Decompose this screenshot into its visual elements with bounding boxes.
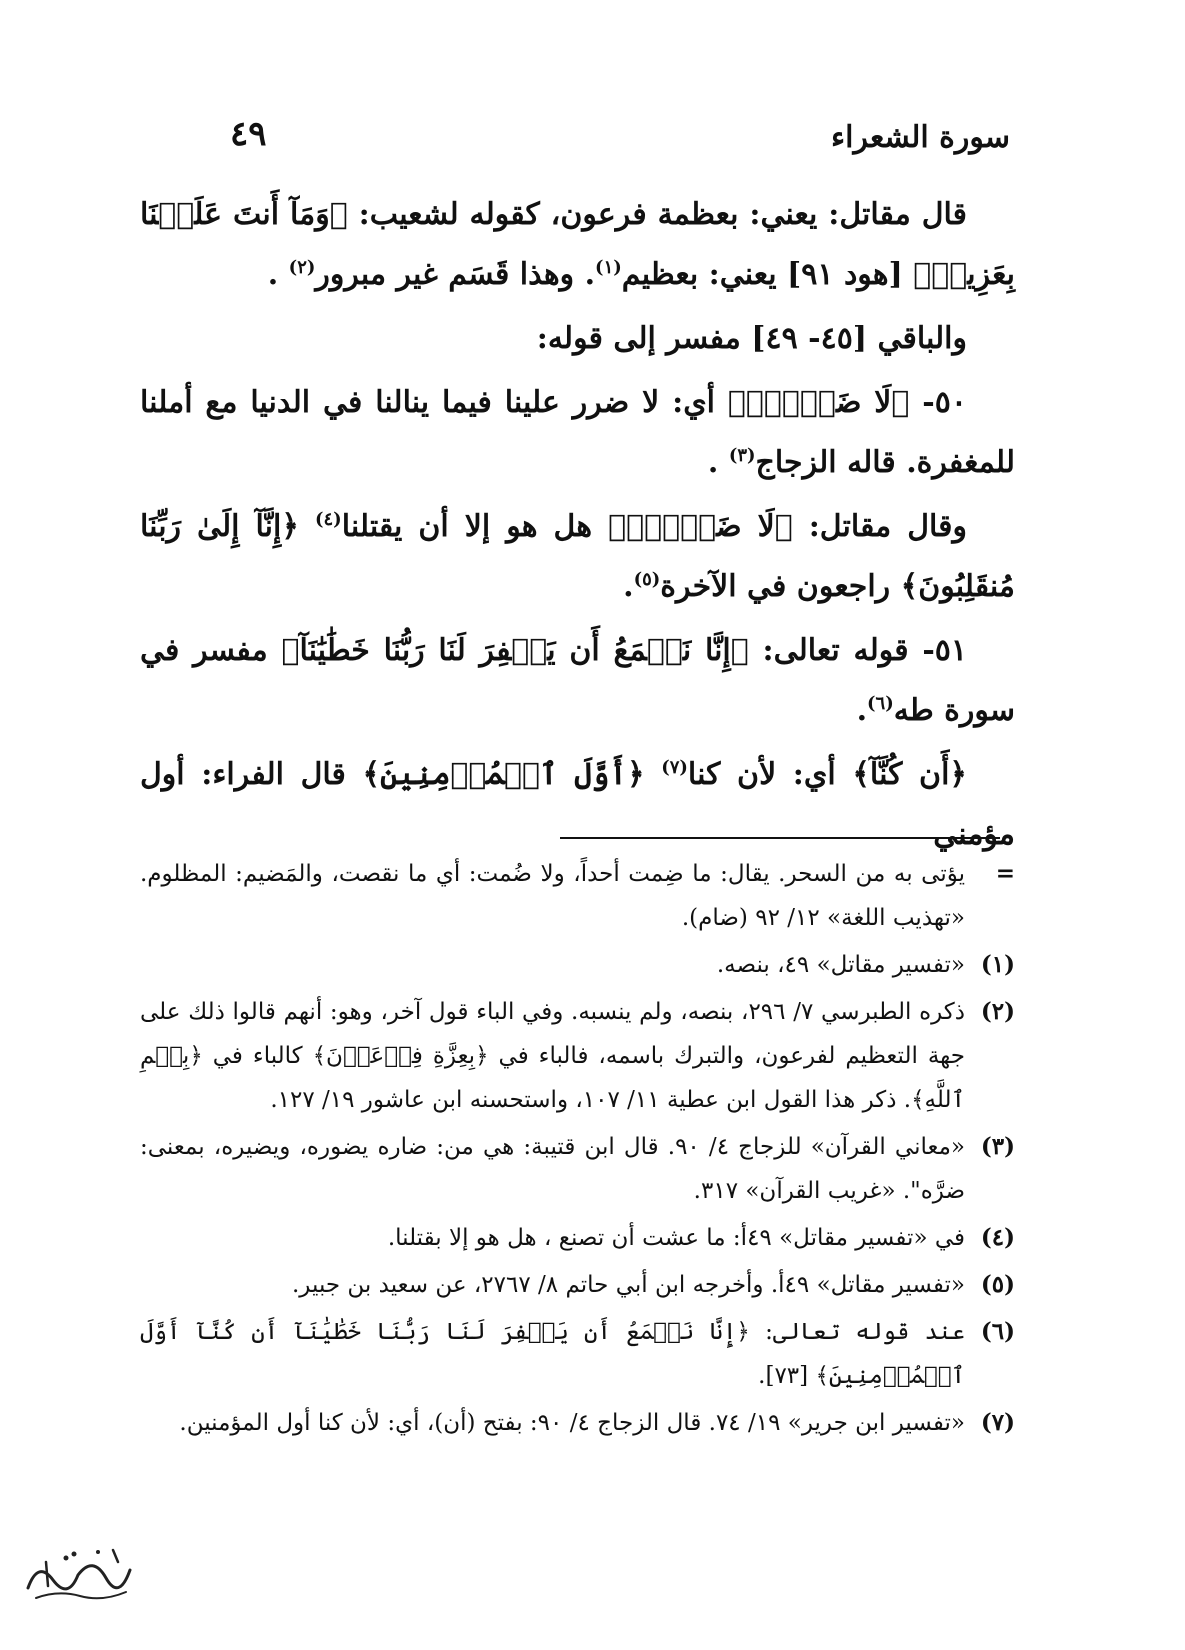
paragraph-6	[140, 745, 1015, 865]
footnote-7	[140, 1401, 1015, 1445]
text-run: أي: لأن كنا	[687, 757, 853, 792]
text-run: وقال مقاتل:	[792, 509, 968, 544]
footnote-2	[140, 990, 1015, 1122]
text-run: .	[623, 569, 634, 604]
quran-quote: ﴿لَا ضَيۡرَۖ﴾	[608, 509, 793, 544]
footnote-text: «تفسير ابن جرير» ١٩/ ٧٤. قال الزجاج ٤/ ٩٠: بفتح (أن)، أي: لأن كنا أول المؤمنين.	[179, 1410, 965, 1436]
surah-title: سورة الشعراء	[831, 120, 1010, 155]
footnote-ref[interactable]: (٥)	[633, 569, 661, 590]
text-run	[299, 509, 315, 544]
paragraph-5	[140, 621, 1015, 741]
footnote-number: (٢)	[980, 998, 1015, 1025]
paragraph-2	[140, 309, 1015, 369]
footnote-number: =	[995, 860, 1015, 887]
footnote-number: (٤)	[980, 1224, 1015, 1251]
paragraph-4	[140, 497, 1015, 617]
footnote-number: (٣)	[980, 1133, 1015, 1160]
footnote-text: في «تفسير مقاتل» ٤٩أ: ما عشت أن تصنع ، هل هو إلا بقتلنا.	[387, 1225, 965, 1251]
footnotes	[140, 852, 1015, 1448]
text-run: راجعون في الآخرة	[660, 569, 901, 604]
quran-quote: ﴿لَا ضَيۡرَۖ﴾	[727, 385, 910, 420]
text-run	[645, 757, 662, 792]
footnote-number: (٥)	[980, 1271, 1015, 1298]
footnote-ref[interactable]: (٢)	[288, 257, 316, 278]
paragraph-1	[140, 185, 1015, 305]
quran-quote: ﴿إِنَّآ إِلَىٰ رَبِّنَا مُنقَلِبُونَ﴾	[140, 509, 1015, 604]
footnote-1	[140, 943, 1015, 987]
verse-number: ٥٠-	[909, 385, 967, 420]
text-run: قال مقاتل: يعني: بعظمة فرعون، كقوله لشعيب:	[347, 197, 967, 232]
footnote-4	[140, 1216, 1015, 1260]
footnote-number: (١)	[980, 951, 1015, 978]
text-run: قال الفراء: أول مؤمني	[140, 757, 1015, 852]
text-run: أي: لا ضرر علينا فيما ينالنا في الدنيا مع أملنا للمغفرة. قاله الزجاج	[140, 385, 1015, 480]
quran-quote: ﴿أَوَّلَ ٱلۡمُؤۡمِنِينَ﴾	[362, 757, 645, 792]
footnote-ref[interactable]: (٤)	[314, 509, 342, 530]
running-header	[150, 114, 1010, 170]
quran-quote: ﴿وَمَآ أَنتَ عَلَيۡنَا بِعَزِيزٖ﴾	[140, 197, 1015, 292]
footnote-divider	[560, 837, 1000, 839]
footnote-6	[140, 1310, 1015, 1398]
footnote-text: يؤتى به من السحر. يقال: ما ضِمت أحداً، ولا ضُمت: أي ما نقصت، والمَضيم: المظلوم. «تهذيب اللغة» ١٢/ ٩٢ (ضام).	[140, 861, 965, 931]
footnote-3	[140, 1125, 1015, 1213]
footnote-ref[interactable]: (١)	[595, 257, 622, 278]
main-text	[140, 185, 1015, 869]
quran-quote: ﴿أَن كُنَّآ﴾	[852, 757, 967, 792]
text-run: هل هو إلا أن يقتلنا	[341, 509, 609, 544]
quran-quote: ﴿إِنَّا نَطۡمَعُ أَن يَغۡفِرَ لَنَا رَبُّنَا خَطَٰيَٰنَآ﴾	[281, 633, 749, 668]
footnote-continuation	[140, 852, 1015, 940]
library-seal-icon	[18, 1540, 138, 1610]
text-run: .	[267, 257, 289, 292]
text-run: والباقي [٤٥- ٤٩] مفسر إلى قوله:	[536, 321, 967, 356]
footnote-ref[interactable]: (٣)	[728, 445, 756, 466]
footnote-text: «تفسير مقاتل» ٤٩أ. وأخرجه ابن أبي حاتم ٨/ ٢٧٦٧، عن سعيد بن جبير.	[292, 1272, 965, 1298]
footnote-text: «تفسير مقاتل» ٤٩، بنصه.	[716, 952, 965, 978]
text-run: مفسر في سورة طه	[140, 633, 1015, 728]
text-run: .	[707, 445, 729, 480]
footnote-number: (٧)	[980, 1409, 1015, 1436]
footnote-number: (٦)	[980, 1318, 1015, 1345]
footnote-ref[interactable]: (٦)	[867, 693, 894, 714]
footnote-text: ذكره الطبرسي ٧/ ٢٩٦، بنصه، ولم ينسبه. وفي الباء قول آخر، وهو: أنهم قالوا ذلك على جهة التعظيم لفرعون، والتبرك باسمه، فالباء في ﴿بِعِزَّةِ فِرۡعَوۡنَ﴾ كالباء في ﴿بِسۡمِ ٱللَّهِ﴾. ذكر هذا القول ابن عطية ١١/ ١٠٧، واستحسنه ابن عاشور ١٩/ ١٢٧.	[140, 999, 965, 1113]
page-number: ٤٩	[230, 114, 267, 154]
text-run: [هود ٩١] يعني: بعظيم	[621, 257, 914, 292]
footnote-text: «معاني القرآن» للزجاج ٤/ ٩٠. قال ابن قتيبة: هي من: ضاره يضوره، ويضيره، بمعنى: ضرَّه". «غريب القرآن» ٣١٧.	[140, 1134, 965, 1204]
footnote-text: عند قوله تعالى: ﴿إِنَّا نَطۡمَعُ أَن يَغۡفِرَ لَنَا رَبُّنَا خَطَٰيَٰنَآ أَن كُنَّآ أَوَّلَ ٱلۡمُؤۡمِنِينَ﴾ [٧٣].	[140, 1319, 965, 1389]
footnote-5	[140, 1263, 1015, 1307]
text-run: . وهذا قَسَم غير مبرور	[315, 257, 596, 292]
verse-number: ٥١- قوله تعالى:	[748, 633, 968, 668]
footnote-ref[interactable]: (٧)	[661, 757, 688, 778]
text-run: .	[856, 693, 868, 728]
paragraph-3	[140, 373, 1015, 493]
